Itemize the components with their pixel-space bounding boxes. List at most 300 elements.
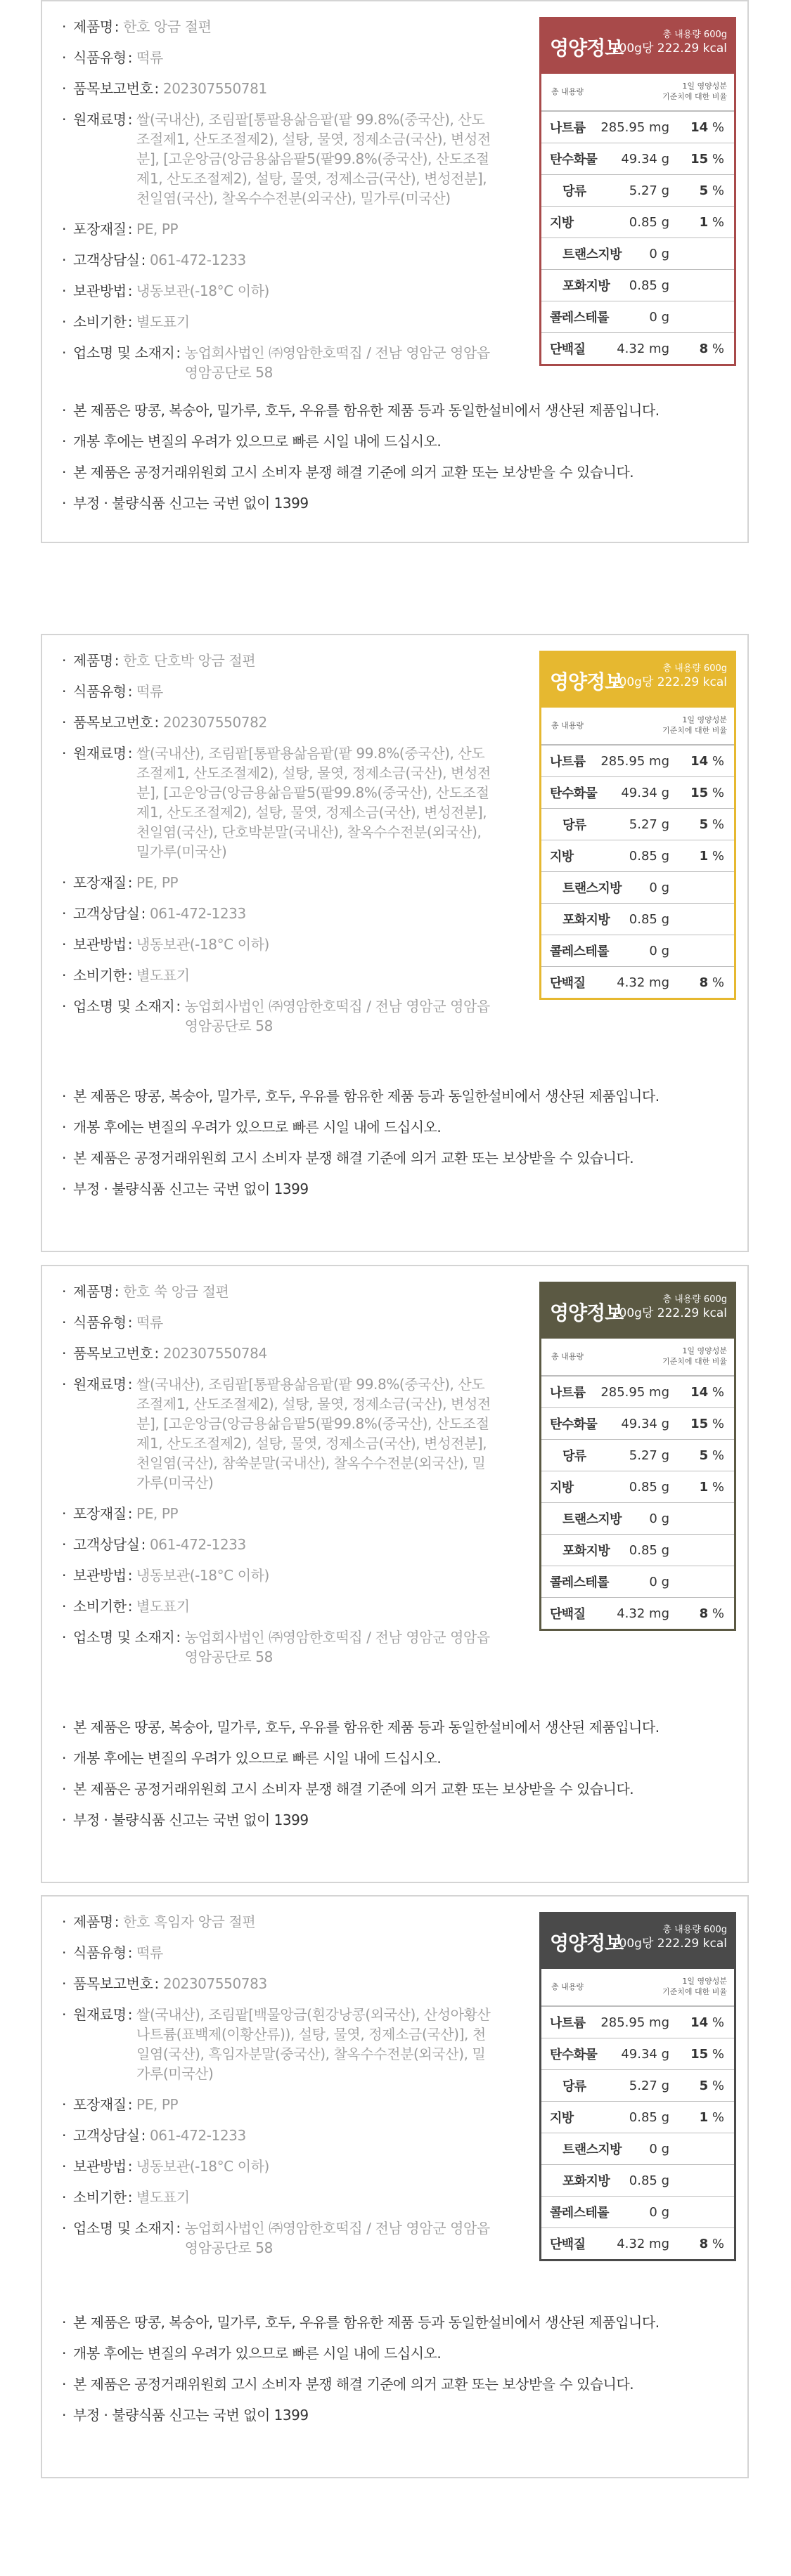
info-value: 냉동보관(-18°C 이하) — [136, 282, 269, 299]
note-item — [62, 1179, 737, 1199]
note-text: 개봉 후에는 변질의 우려가 있으므로 빠른 시일 내에 드십시오. — [73, 1119, 442, 1136]
nutrient-row — [541, 112, 734, 143]
bullet: · — [62, 2127, 66, 2144]
info-row-ingredients — [62, 110, 498, 208]
nutrition-header — [541, 1284, 734, 1339]
nutrient-row — [541, 2101, 734, 2133]
note-text: 개봉 후에는 변질의 우려가 있으므로 빠른 시일 내에 드십시오. — [73, 1750, 442, 1767]
bullet: · — [62, 1345, 66, 1362]
bullet: · — [62, 2345, 66, 2362]
info-value: 별도표기 — [136, 2189, 190, 2206]
info-label: 보관방법 — [73, 1567, 127, 1584]
nutrient-percent: 8 % — [699, 975, 724, 990]
info-label: 제품명 — [73, 1913, 113, 1930]
nutrition-basis — [541, 1969, 734, 2006]
nutrient-name: 나트륨 — [550, 2016, 586, 2031]
info-row-maker — [62, 1627, 498, 1667]
bullet: · — [62, 936, 66, 953]
nutrient-amount: 285.95 mg — [600, 753, 669, 769]
nutrition-header — [541, 653, 734, 708]
nutrient-percent: 15 % — [690, 151, 724, 167]
bullet: · — [62, 1567, 66, 1584]
nutrition-rows — [541, 2006, 734, 2259]
nutrient-percent: 15 % — [690, 1416, 724, 1431]
nutrition-title: 영양정보 — [550, 670, 624, 694]
basis-right — [662, 715, 727, 736]
note-item — [62, 1748, 737, 1768]
nutrient-amount: 4.32 mg — [617, 2236, 669, 2251]
nutrient-name: 포화지방 — [562, 2174, 610, 2189]
nutrient-row — [541, 2164, 734, 2196]
info-row-type — [62, 48, 498, 67]
bullet: · — [62, 433, 66, 450]
bullet: · — [62, 344, 66, 361]
bullet: · — [62, 1975, 66, 1992]
colon: : — [114, 1283, 120, 1300]
bullet: · — [62, 2189, 66, 2206]
total-kcal: 100g당 222.29 kcal — [611, 41, 727, 56]
product-notes — [62, 1717, 737, 1841]
bullet: · — [62, 313, 66, 330]
info-row-packaging — [62, 873, 498, 892]
nutrition-rows — [541, 111, 734, 364]
info-label: 보관방법 — [73, 2158, 127, 2175]
info-label: 보관방법 — [73, 936, 127, 953]
note-text: 본 제품은 땅콩, 복숭아, 밀가루, 호두, 우유를 함유한 제품 등과 동일한설비에서 생산된 제품입니다. — [73, 402, 660, 419]
nutrient-row — [541, 301, 734, 332]
info-row-storage — [62, 935, 498, 954]
nutrient-percent: 1 % — [699, 214, 724, 230]
info-label: 원재료명 — [73, 745, 127, 762]
colon: : — [127, 874, 133, 891]
nutrient-percent: 14 % — [690, 753, 724, 769]
bullet: · — [62, 652, 66, 669]
info-label: 식품유형 — [73, 49, 127, 66]
basis-left: 총 내용량 — [551, 1982, 584, 1991]
nutrient-name: 탄수화물 — [550, 2048, 598, 2062]
info-label: 품목보고번호 — [73, 714, 153, 731]
bullet: · — [62, 2096, 66, 2113]
info-row-expiry — [62, 312, 498, 332]
colon: : — [127, 313, 133, 330]
nutrition-total — [612, 1924, 727, 1951]
info-value: 한호 흑임자 앙금 절편 — [123, 1913, 256, 1930]
info-value: 한호 단호박 앙금 절편 — [123, 652, 256, 669]
nutrient-percent: 5 % — [699, 1448, 724, 1463]
bullet: · — [62, 998, 66, 1015]
nutrient-row — [541, 1407, 734, 1439]
product-info-list — [62, 1282, 498, 1678]
note-item — [62, 1717, 737, 1737]
info-row-ingredients — [62, 1374, 498, 1492]
colon: : — [141, 2127, 146, 2144]
total-content: 총 내용량 600g — [662, 1294, 727, 1305]
info-label: 고객상담실 — [73, 252, 140, 268]
bullet: · — [62, 2158, 66, 2175]
nutrient-percent: 1 % — [699, 2109, 724, 2125]
info-row-expiry — [62, 965, 498, 985]
nutrient-name: 단백질 — [550, 1607, 586, 1622]
note-item — [62, 2405, 737, 2425]
nutrient-row — [541, 2038, 734, 2069]
bullet: · — [62, 1944, 66, 1961]
info-value: 202307550781 — [162, 80, 267, 97]
info-row-phone — [62, 250, 498, 270]
nutrient-amount: 0.85 g — [629, 278, 669, 293]
product-card — [41, 1265, 749, 1883]
colon: : — [176, 2220, 181, 2237]
info-value: PE, PP — [136, 221, 179, 238]
info-label: 포장재질 — [73, 874, 127, 891]
info-value: 농업회사법인 ㈜영암한호떡집 / 전남 영암군 영암읍 영암공단로 58 — [184, 998, 490, 1034]
nutrient-name: 탄수화물 — [550, 786, 598, 801]
info-value: 쌀(국내산), 조림팥[통팥용삶음팥(팥 99.8%(중국산), 산도조절제1, 산도조절제2), 설탕, 물엿, 정제소금(국산), 변성전분], [고운앙금(앙금용삶음팥5(팥99.8%(중국산), 산도조절제1, 산도조절제2), 설탕, 물엿, 정제소금(국산), 변성전분], 천일염(국산), 단호박분말(국내산), 찰옥수수전분(외국산), 밀가루(미국산) — [136, 745, 491, 860]
colon: : — [154, 80, 159, 97]
basis-right — [662, 1976, 727, 1997]
nutrient-percent: 8 % — [699, 341, 724, 356]
info-label: 포장재질 — [73, 221, 127, 238]
bullet: · — [62, 1629, 66, 1646]
bullet: · — [62, 1150, 66, 1166]
colon: : — [127, 282, 133, 299]
colon: : — [127, 936, 133, 953]
note-text: 부정 · 불량식품 신고는 국번 없이 1399 — [73, 1811, 309, 1828]
info-label: 소비기한 — [73, 1598, 127, 1615]
info-value: 쌀(국내산), 조림팥[통팥용삶음팥(팥 99.8%(중국산), 산도조절제1, 산도조절제2), 설탕, 물엿, 정제소금(국산), 변성전분], [고운앙금(앙금용삶음팥5(팥99.8%(중국산), 산도조절제1, 산도조절제2), 설탕, 물엿, 정제소금(국산), 변성전분], 천일염(국산), 찰옥수수전분(외국산), 밀가루(미국산) — [136, 111, 491, 207]
info-label: 제품명 — [73, 1283, 113, 1300]
nutrient-percent: 14 % — [690, 119, 724, 135]
nutrient-name: 당류 — [562, 1449, 586, 1464]
info-label: 식품유형 — [73, 1944, 127, 1961]
nutrient-amount: 5.27 g — [629, 183, 669, 198]
info-row-maker — [62, 343, 498, 382]
nutrient-name: 포화지방 — [562, 913, 610, 928]
colon: : — [154, 714, 159, 731]
nutrient-row — [541, 1597, 734, 1629]
basis-left: 총 내용량 — [551, 721, 584, 730]
nutrient-name: 지방 — [550, 1481, 574, 1495]
nutrient-name: 콜레스테롤 — [550, 311, 609, 325]
nutrient-name: 트랜스지방 — [562, 881, 622, 896]
info-row-name — [62, 651, 498, 670]
nutrient-row — [541, 1502, 734, 1534]
basis-right-line1: 1일 영양성분 — [682, 1346, 727, 1355]
nutrition-panel — [539, 1912, 736, 2261]
nutrient-name: 단백질 — [550, 976, 586, 991]
note-text: 본 제품은 공정거래위원회 고시 소비자 분쟁 해결 기준에 의거 교환 또는 보상받을 수 있습니다. — [73, 1150, 634, 1166]
nutrient-row — [541, 840, 734, 871]
info-value: 061-472-1233 — [149, 905, 246, 922]
nutrient-row — [541, 143, 734, 174]
colon: : — [141, 252, 146, 268]
basis-right-line2: 기준치에 대한 비율 — [662, 1357, 727, 1366]
nutrient-amount: 0 g — [649, 1511, 669, 1526]
nutrient-amount: 4.32 mg — [617, 975, 669, 990]
bullet: · — [62, 282, 66, 299]
info-value: 떡류 — [136, 49, 163, 66]
bullet: · — [62, 402, 66, 419]
nutrient-row — [541, 332, 734, 364]
bullet: · — [62, 111, 66, 128]
note-text: 본 제품은 공정거래위원회 고시 소비자 분쟁 해결 기준에 의거 교환 또는 보상받을 수 있습니다. — [73, 1781, 634, 1797]
note-item — [62, 1148, 737, 1168]
nutrient-name: 탄수화물 — [550, 152, 598, 167]
nutrient-row — [541, 2007, 734, 2038]
nutrient-amount: 49.34 g — [621, 151, 669, 167]
nutrient-name: 콜레스테롤 — [550, 2206, 609, 2220]
nutrient-percent: 15 % — [690, 2046, 724, 2062]
nutrient-name: 나트륨 — [550, 1386, 586, 1400]
info-label: 포장재질 — [73, 1505, 127, 1522]
nutrient-row — [541, 776, 734, 808]
product-notes — [62, 1086, 737, 1210]
info-value: 한호 앙금 절편 — [123, 18, 212, 35]
nutrient-amount: 0.85 g — [629, 2109, 669, 2125]
info-value: 떡류 — [136, 1314, 163, 1331]
note-item — [62, 401, 737, 420]
info-value: 냉동보관(-18°C 이하) — [136, 936, 269, 953]
nutrition-panel — [539, 17, 736, 366]
nutrition-panel — [539, 651, 736, 1000]
nutrient-name: 나트륨 — [550, 755, 586, 769]
info-value: 떡류 — [136, 683, 163, 700]
info-label: 고객상담실 — [73, 2127, 140, 2144]
note-text: 본 제품은 공정거래위원회 고시 소비자 분쟁 해결 기준에 의거 교환 또는 보상받을 수 있습니다. — [73, 464, 634, 481]
info-row-phone — [62, 2126, 498, 2145]
info-label: 업소명 및 소재지 — [73, 344, 175, 361]
colon: : — [127, 221, 133, 238]
nutrition-title: 영양정보 — [550, 1301, 624, 1325]
nutrient-row — [541, 269, 734, 301]
nutrient-name: 지방 — [550, 2111, 574, 2126]
nutrient-amount: 4.32 mg — [617, 341, 669, 356]
info-value: 별도표기 — [136, 313, 190, 330]
bullet: · — [62, 967, 66, 984]
info-row-maker — [62, 996, 498, 1036]
info-value: PE, PP — [136, 874, 179, 891]
info-value: 쌀(국내산), 조림팥[백물앙금(흰강낭콩(외국산), 산성아황산나트륨(표백제(이황산류)), 설탕, 물엿, 정제소금(국산)], 천일염(국산), 흑임자분말(중국산), 찰옥수수전분(외국산), 밀가루(미국산) — [136, 2006, 491, 2082]
info-row-report — [62, 713, 498, 732]
note-item — [62, 1086, 737, 1106]
info-value: 별도표기 — [136, 1598, 190, 1615]
colon: : — [176, 344, 181, 361]
note-item — [62, 462, 737, 482]
nutrient-name: 단백질 — [550, 2237, 586, 2252]
nutrient-row — [541, 1566, 734, 1597]
info-label: 원재료명 — [73, 2006, 127, 2023]
info-value: 농업회사법인 ㈜영암한호떡집 / 전남 영암군 영암읍 영암공단로 58 — [184, 344, 490, 381]
nutrient-row — [541, 2196, 734, 2227]
info-row-phone — [62, 1535, 498, 1554]
info-value: 농업회사법인 ㈜영암한호떡집 / 전남 영암군 영암읍 영암공단로 58 — [184, 2220, 490, 2256]
total-content: 총 내용량 600g — [662, 1925, 727, 1935]
product-notes — [62, 2312, 737, 2436]
nutrient-row — [541, 1439, 734, 1471]
colon: : — [127, 1505, 133, 1522]
info-label: 고객상담실 — [73, 1536, 140, 1553]
product-card — [41, 634, 749, 1252]
product-info-list — [62, 1912, 498, 2269]
colon: : — [114, 652, 120, 669]
nutrient-row — [541, 2069, 734, 2101]
nutrient-amount: 0.85 g — [629, 2173, 669, 2188]
info-row-storage — [62, 281, 498, 301]
note-item — [62, 2374, 737, 2394]
colon: : — [114, 1913, 120, 1930]
colon: : — [127, 2006, 133, 2023]
info-row-ingredients — [62, 743, 498, 861]
note-text: 본 제품은 땅콩, 복숭아, 밀가루, 호두, 우유를 함유한 제품 등과 동일한설비에서 생산된 제품입니다. — [73, 1088, 660, 1105]
bullet: · — [62, 2407, 66, 2424]
info-row-ingredients — [62, 2005, 498, 2083]
nutrient-name: 당류 — [562, 2079, 586, 2094]
nutrient-amount: 0.85 g — [629, 214, 669, 230]
info-label: 품목보고번호 — [73, 1975, 153, 1992]
product-card — [41, 0, 749, 543]
note-text: 개봉 후에는 변질의 우려가 있으므로 빠른 시일 내에 드십시오. — [73, 2345, 442, 2362]
basis-right-line2: 기준치에 대한 비율 — [662, 726, 727, 735]
nutrient-name: 지방 — [550, 850, 574, 864]
nutrient-row — [541, 238, 734, 269]
info-value: 061-472-1233 — [149, 2127, 246, 2144]
nutrient-name: 나트륨 — [550, 121, 586, 136]
note-item — [62, 2343, 737, 2363]
basis-right-line2: 기준치에 대한 비율 — [662, 1987, 727, 1996]
info-value: PE, PP — [136, 1505, 179, 1522]
bullet: · — [62, 252, 66, 268]
bullet: · — [62, 80, 66, 97]
nutrient-amount: 0.85 g — [629, 1479, 669, 1495]
nutrition-basis — [541, 1339, 734, 1376]
info-row-expiry — [62, 2187, 498, 2207]
nutrient-percent: 5 % — [699, 817, 724, 832]
bullet: · — [62, 1811, 66, 1828]
info-row-packaging — [62, 2095, 498, 2114]
info-value: 냉동보관(-18°C 이하) — [136, 2158, 269, 2175]
info-row-storage — [62, 1566, 498, 1585]
info-label: 원재료명 — [73, 1376, 127, 1393]
nutrient-row — [541, 871, 734, 903]
info-label: 소비기한 — [73, 2189, 127, 2206]
info-value: 202307550784 — [162, 1345, 267, 1362]
note-text: 본 제품은 땅콩, 복숭아, 밀가루, 호두, 우유를 함유한 제품 등과 동일한설비에서 생산된 제품입니다. — [73, 2314, 660, 2331]
nutrient-percent: 5 % — [699, 183, 724, 198]
info-label: 원재료명 — [73, 111, 127, 128]
bullet: · — [62, 1180, 66, 1197]
bullet: · — [62, 495, 66, 512]
nutrient-amount: 285.95 mg — [600, 1384, 669, 1400]
note-item — [62, 1117, 737, 1137]
nutrient-name: 당류 — [562, 184, 586, 199]
info-value: PE, PP — [136, 2096, 179, 2113]
info-label: 업소명 및 소재지 — [73, 998, 175, 1015]
nutrient-row — [541, 746, 734, 776]
bullet: · — [62, 874, 66, 891]
basis-right-line1: 1일 영양성분 — [682, 715, 727, 724]
bullet: · — [62, 714, 66, 731]
colon: : — [127, 2189, 133, 2206]
nutrient-amount: 49.34 g — [621, 2046, 669, 2062]
note-text: 본 제품은 공정거래위원회 고시 소비자 분쟁 해결 기준에 의거 교환 또는 보상받을 수 있습니다. — [73, 2376, 634, 2393]
product-card — [41, 1895, 749, 2478]
info-label: 보관방법 — [73, 282, 127, 299]
colon: : — [176, 998, 181, 1015]
info-label: 소비기한 — [73, 313, 127, 330]
bullet: · — [62, 2376, 66, 2393]
bullet: · — [62, 1283, 66, 1300]
bullet: · — [62, 2006, 66, 2023]
basis-right — [662, 81, 727, 102]
bullet: · — [62, 683, 66, 700]
colon: : — [127, 1314, 133, 1331]
total-kcal: 100g당 222.29 kcal — [611, 1937, 727, 1951]
info-row-type — [62, 682, 498, 701]
bullet: · — [62, 1505, 66, 1522]
info-value: 농업회사법인 ㈜영암한호떡집 / 전남 영암군 영암읍 영암공단로 58 — [184, 1629, 490, 1665]
info-label: 업소명 및 소재지 — [73, 1629, 175, 1646]
nutrient-percent: 1 % — [699, 1479, 724, 1495]
bullet: · — [62, 2220, 66, 2237]
bullet: · — [62, 1088, 66, 1105]
nutrient-amount: 0 g — [649, 2204, 669, 2220]
nutrient-row — [541, 1377, 734, 1407]
info-label: 업소명 및 소재지 — [73, 2220, 175, 2237]
nutrient-name: 단백질 — [550, 342, 586, 357]
note-item — [62, 1810, 737, 1830]
bullet: · — [62, 1913, 66, 1930]
nutrient-name: 트랜스지방 — [562, 247, 622, 262]
nutrient-percent: 14 % — [690, 1384, 724, 1400]
info-value: 쌀(국내산), 조림팥[통팥용삶음팥(팥 99.8%(중국산), 산도조절제1, 산도조절제2), 설탕, 물엿, 정제소금(국산), 변성전분], [고운앙금(앙금용삶음팥5(팥99.8%(중국산), 산도조절제1, 산도조절제2), 설탕, 물엿, 정제소금(국산), 변성전분], 천일염(국산), 참쑥분말(국내산), 찰옥수수전분(외국산), 밀가루(미국산) — [136, 1376, 491, 1491]
total-content: 총 내용량 600g — [662, 663, 727, 674]
nutrient-name: 트랜스지방 — [562, 1512, 622, 1527]
bullet: · — [62, 1376, 66, 1393]
note-text: 부정 · 불량식품 신고는 국번 없이 1399 — [73, 495, 309, 512]
colon: : — [127, 745, 133, 762]
note-item — [62, 431, 737, 451]
colon: : — [127, 1598, 133, 1615]
product-notes — [62, 401, 737, 524]
info-row-report — [62, 1974, 498, 1993]
nutrient-amount: 0 g — [649, 880, 669, 895]
bullet: · — [62, 905, 66, 922]
nutrition-basis — [541, 708, 734, 745]
total-kcal: 100g당 222.29 kcal — [611, 1306, 727, 1320]
nutrient-amount: 0 g — [649, 309, 669, 325]
nutrient-row — [541, 808, 734, 840]
basis-left: 총 내용량 — [551, 1352, 584, 1361]
info-value: 061-472-1233 — [149, 1536, 246, 1553]
nutrient-row — [541, 903, 734, 935]
info-row-phone — [62, 904, 498, 923]
colon: : — [127, 967, 133, 984]
info-value: 202307550782 — [162, 714, 267, 731]
total-kcal: 100g당 222.29 kcal — [611, 675, 727, 689]
nutrient-row — [541, 2227, 734, 2259]
info-label: 소비기한 — [73, 967, 127, 984]
colon: : — [114, 18, 120, 35]
colon: : — [127, 1944, 133, 1961]
colon: : — [127, 49, 133, 66]
product-info-list — [62, 651, 498, 1047]
nutrient-row — [541, 935, 734, 966]
info-row-packaging — [62, 1504, 498, 1523]
nutrient-name: 당류 — [562, 818, 586, 833]
info-row-expiry — [62, 1596, 498, 1616]
nutrient-name: 탄수화물 — [550, 1417, 598, 1432]
nutrient-amount: 5.27 g — [629, 1448, 669, 1463]
info-label: 식품유형 — [73, 1314, 127, 1331]
